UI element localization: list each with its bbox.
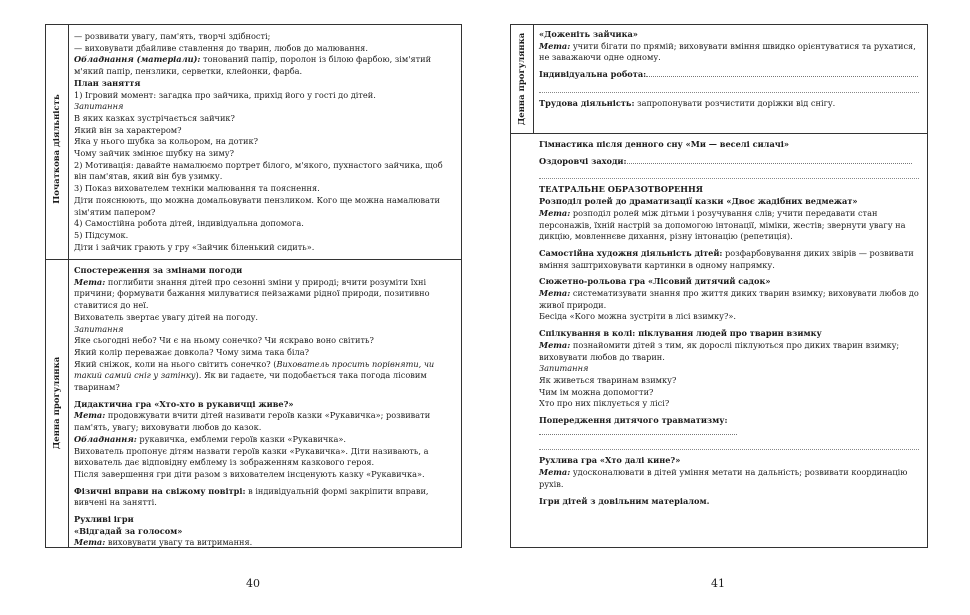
role-game-title: Сюжетно-рольова гра «Лісовий дитячий садок»: [539, 276, 771, 287]
health-label: Оздоровчі заходи:: [539, 155, 627, 166]
observation-title: Спостереження за змінами погоди: [74, 265, 243, 275]
goal: [539, 467, 919, 490]
label-daily-walk: Денна прогулянка: [52, 356, 62, 450]
goal: [74, 410, 453, 433]
goal: [539, 41, 919, 64]
text-line: — розвивати увагу, пам'ять, творчі здібності;: [74, 31, 271, 41]
fill-line: [646, 76, 918, 77]
fill-line: [539, 438, 919, 450]
right-divider: [511, 133, 927, 134]
moving-games-heading: Рухливі ігри: [74, 514, 134, 525]
labor-text: запропонувати розчистити доріжки від снігу.: [634, 97, 836, 108]
text-part: Який сніжок, коли на нього світить сонечко? (: [74, 358, 277, 369]
goal-label: Мета:: [74, 276, 106, 287]
physical-exercises: [74, 486, 453, 509]
text-part: ). Як ви гадаєте, чи подобається така погода лісовим тваринам?: [74, 370, 427, 393]
equipment-label: Обладнання:: [74, 433, 137, 444]
health-measures: [539, 156, 919, 168]
questions-heading: Запитання: [539, 363, 589, 374]
question: В яких казках зустрічається зайчик?: [74, 112, 235, 123]
questions-heading: Запитання: [74, 323, 124, 334]
text-line: 2) Мотивація: давайте намалюємо портрет білого, м'якого, пухнастого зайчика, щоб він пам'ятав, який він був узимку.: [74, 159, 443, 182]
labor: [539, 98, 919, 110]
injury-prevention: [539, 415, 919, 438]
questions-heading: Запитання: [74, 101, 124, 112]
materials-text: тонований папір, поролон із білою фарбою, зім'ятий м'який папір, пензлики, серветки, клейонки, фарба.: [74, 54, 432, 77]
art-activity: [539, 248, 919, 271]
goal-label: Мета:: [539, 467, 571, 478]
text-line: 5) Підсумок.: [74, 229, 129, 240]
text-line: Після завершення гри діти разом з вихователем інсценують казку «Рукавичка».: [74, 468, 425, 479]
text-part: Вихователь просить порівняти, чи такий самий сніг у затінку: [74, 358, 435, 381]
goal-text: познайомити дітей з тим, як дорослі піклуються про диких тварин взимку; виховувати любов до тварин.: [539, 339, 900, 362]
gym-label: Гімнастика після денного сну: [539, 139, 683, 149]
gym-name: «Ми — веселі силачі»: [682, 139, 789, 149]
goal-text: поглибити знання дітей про сезонні зміни у природі; вчити розуміти їхні причини; формувати бажання милуватися пейзажами рідної природи, позитивно ставитися до неї.: [74, 276, 430, 311]
goal-label: Мета:: [74, 537, 106, 548]
left-sidebar: [46, 25, 69, 547]
question: Чому зайчик змінює шубку на зиму?: [74, 148, 235, 159]
fill-line: [627, 163, 912, 164]
plan-title: План заняття: [74, 77, 141, 88]
materials: [74, 54, 453, 77]
goal: [539, 340, 919, 363]
question: Яке сьогодні небо? Чи є на ньому сонечко? Чи яскраво воно світить?: [74, 335, 374, 346]
goal-text: систематизувати знання про життя диких тварин взимку; виховувати любов до живої природи.: [539, 288, 919, 310]
goal-text: виховувати увагу та витримання.: [105, 537, 253, 548]
question: [74, 359, 453, 394]
goal-label: Мета:: [539, 207, 571, 218]
materials-label: Обладнання (матеріали):: [74, 54, 201, 65]
equipment-text: рукавичка, емблеми героїв казки «Рукавичка».: [136, 433, 346, 444]
game-title: «Відгадай за голосом»: [74, 525, 183, 536]
question: Хто про них піклується у лісі?: [539, 398, 670, 409]
injury-label: Попередження дитячого травматизму:: [539, 415, 728, 426]
labor-label: Трудова діяльність:: [539, 97, 635, 108]
goal-text: продовжувати вчити дітей називати героїв казки «Рукавичка»; розвивати пам'ять, увагу; виховувати любов до казок.: [74, 410, 431, 433]
goal: [539, 208, 919, 243]
theatre-title: ТЕАТРАЛЬНЕ ОБРАЗОТВОРЕННЯ: [539, 184, 703, 195]
label-daily-walk: Денна прогулянка: [517, 32, 527, 126]
text-line: — виховувати дбайливе ставлення до тварин, любов до малювання.: [74, 42, 368, 53]
equipment: [74, 434, 453, 446]
goal: [74, 537, 453, 549]
individual-label: Індивідуальна робота:: [539, 69, 647, 80]
right-block-walk: [539, 29, 919, 110]
goal-text: учити бігати по прямій; виховувати вміння швидко орієнтуватися та рухатися, не заважаючи одне одному.: [539, 40, 916, 63]
goal-label: Мета:: [74, 410, 106, 421]
question: Як живеться тваринам взимку?: [539, 374, 677, 385]
game-title: Дидактична гра «Хто-хто в рукавичці живе?»: [74, 398, 294, 409]
free-games: Ігри дітей з довільним матеріалом.: [539, 495, 710, 506]
text-line: 3) Показ вихователем техніки малювання та пояснення.: [74, 183, 320, 194]
goal: [539, 288, 919, 311]
text-line: 4) Самостійна робота дітей, індивідуальна допомога.: [74, 218, 304, 229]
goal: [74, 277, 453, 312]
label-primary-activity: Початкова діяльність: [52, 94, 62, 204]
art-label: Самостійна художня діяльність дітей:: [539, 247, 723, 258]
page-number-right: 41: [711, 577, 725, 590]
question: Чим ім можна допомогти?: [539, 386, 654, 397]
individual-work: [539, 69, 919, 81]
left-divider: [46, 259, 461, 260]
goal-text: удосконалювати в дітей уміння метати на дальність; розвивати координацію рухів.: [539, 467, 908, 489]
physical-label: Фізичні вправи на свіжому повітрі:: [74, 485, 246, 496]
text-line: Вихователь звертає увагу дітей на погоду.: [74, 311, 259, 322]
fill-line: [539, 167, 919, 179]
left-block-lesson: [74, 31, 453, 253]
left-page: [45, 24, 462, 548]
right-sidebar: [511, 25, 534, 133]
goal-label: Мета:: [539, 40, 571, 51]
text-line: Діти пояснюють, що можна домальовувати пензликом. Кого ще можна намалювати зім'ятим папером?: [74, 194, 440, 217]
right-block-afternoon: [539, 139, 919, 507]
game-title: «Доженіть зайчика»: [539, 29, 638, 39]
question: Яка у нього шубка за кольором, на дотик?: [74, 136, 258, 147]
goal-label: Мета:: [539, 288, 571, 299]
gymnastics: [539, 139, 919, 151]
text-line: Бесіда «Кого можна зустріти в лісі взимку?».: [539, 311, 736, 322]
text-line: Діти і зайчик грають у гру «Зайчик біленький сидить».: [74, 241, 315, 252]
fill-line: [539, 434, 737, 435]
moving-game-title: Рухлива гра «Хто далі кине?»: [539, 455, 681, 466]
physical-text: в індивідуальній формі закріпити вправи, вивчені на занятті.: [74, 485, 429, 508]
goal-text: розподіл ролей між дітьми і розучування слів; учити передавати стан персонажів, їхній настрій за допомогою інтонації, міміки, жестів; звернути увагу на дикцію, мовленнєве дихання, різну інтонацію (репетиція).: [539, 207, 906, 242]
art-text: розфарбовування диких звірів — розвивати вміння заштриховувати картинки в одному напрямку.: [539, 247, 914, 270]
text-line: Вихователь пропонує дітям назвати героїв казки «Рукавичка». Діти називають, а вихователь дає відповідну емблему із зображенням казкового героя.: [74, 445, 429, 468]
fill-line: [539, 81, 919, 93]
left-block-walk: [74, 265, 453, 549]
goal-label: Мета:: [539, 339, 571, 350]
page-number-left: 40: [246, 577, 260, 590]
question: Який він за характером?: [74, 124, 182, 135]
circle-title: Спілкування в колі: піклування людей про тварин взимку: [539, 328, 822, 339]
text-line: 1) Ігровий момент: загадка про зайчика, прихід його у гості до дітей.: [74, 89, 376, 100]
roles-title: Розподіл ролей до драматизації казки «Двоє жадібних ведмежат»: [539, 196, 858, 207]
right-page: [510, 24, 928, 548]
question: Який колір переважає довкола? Чому зима така біла?: [74, 346, 309, 357]
